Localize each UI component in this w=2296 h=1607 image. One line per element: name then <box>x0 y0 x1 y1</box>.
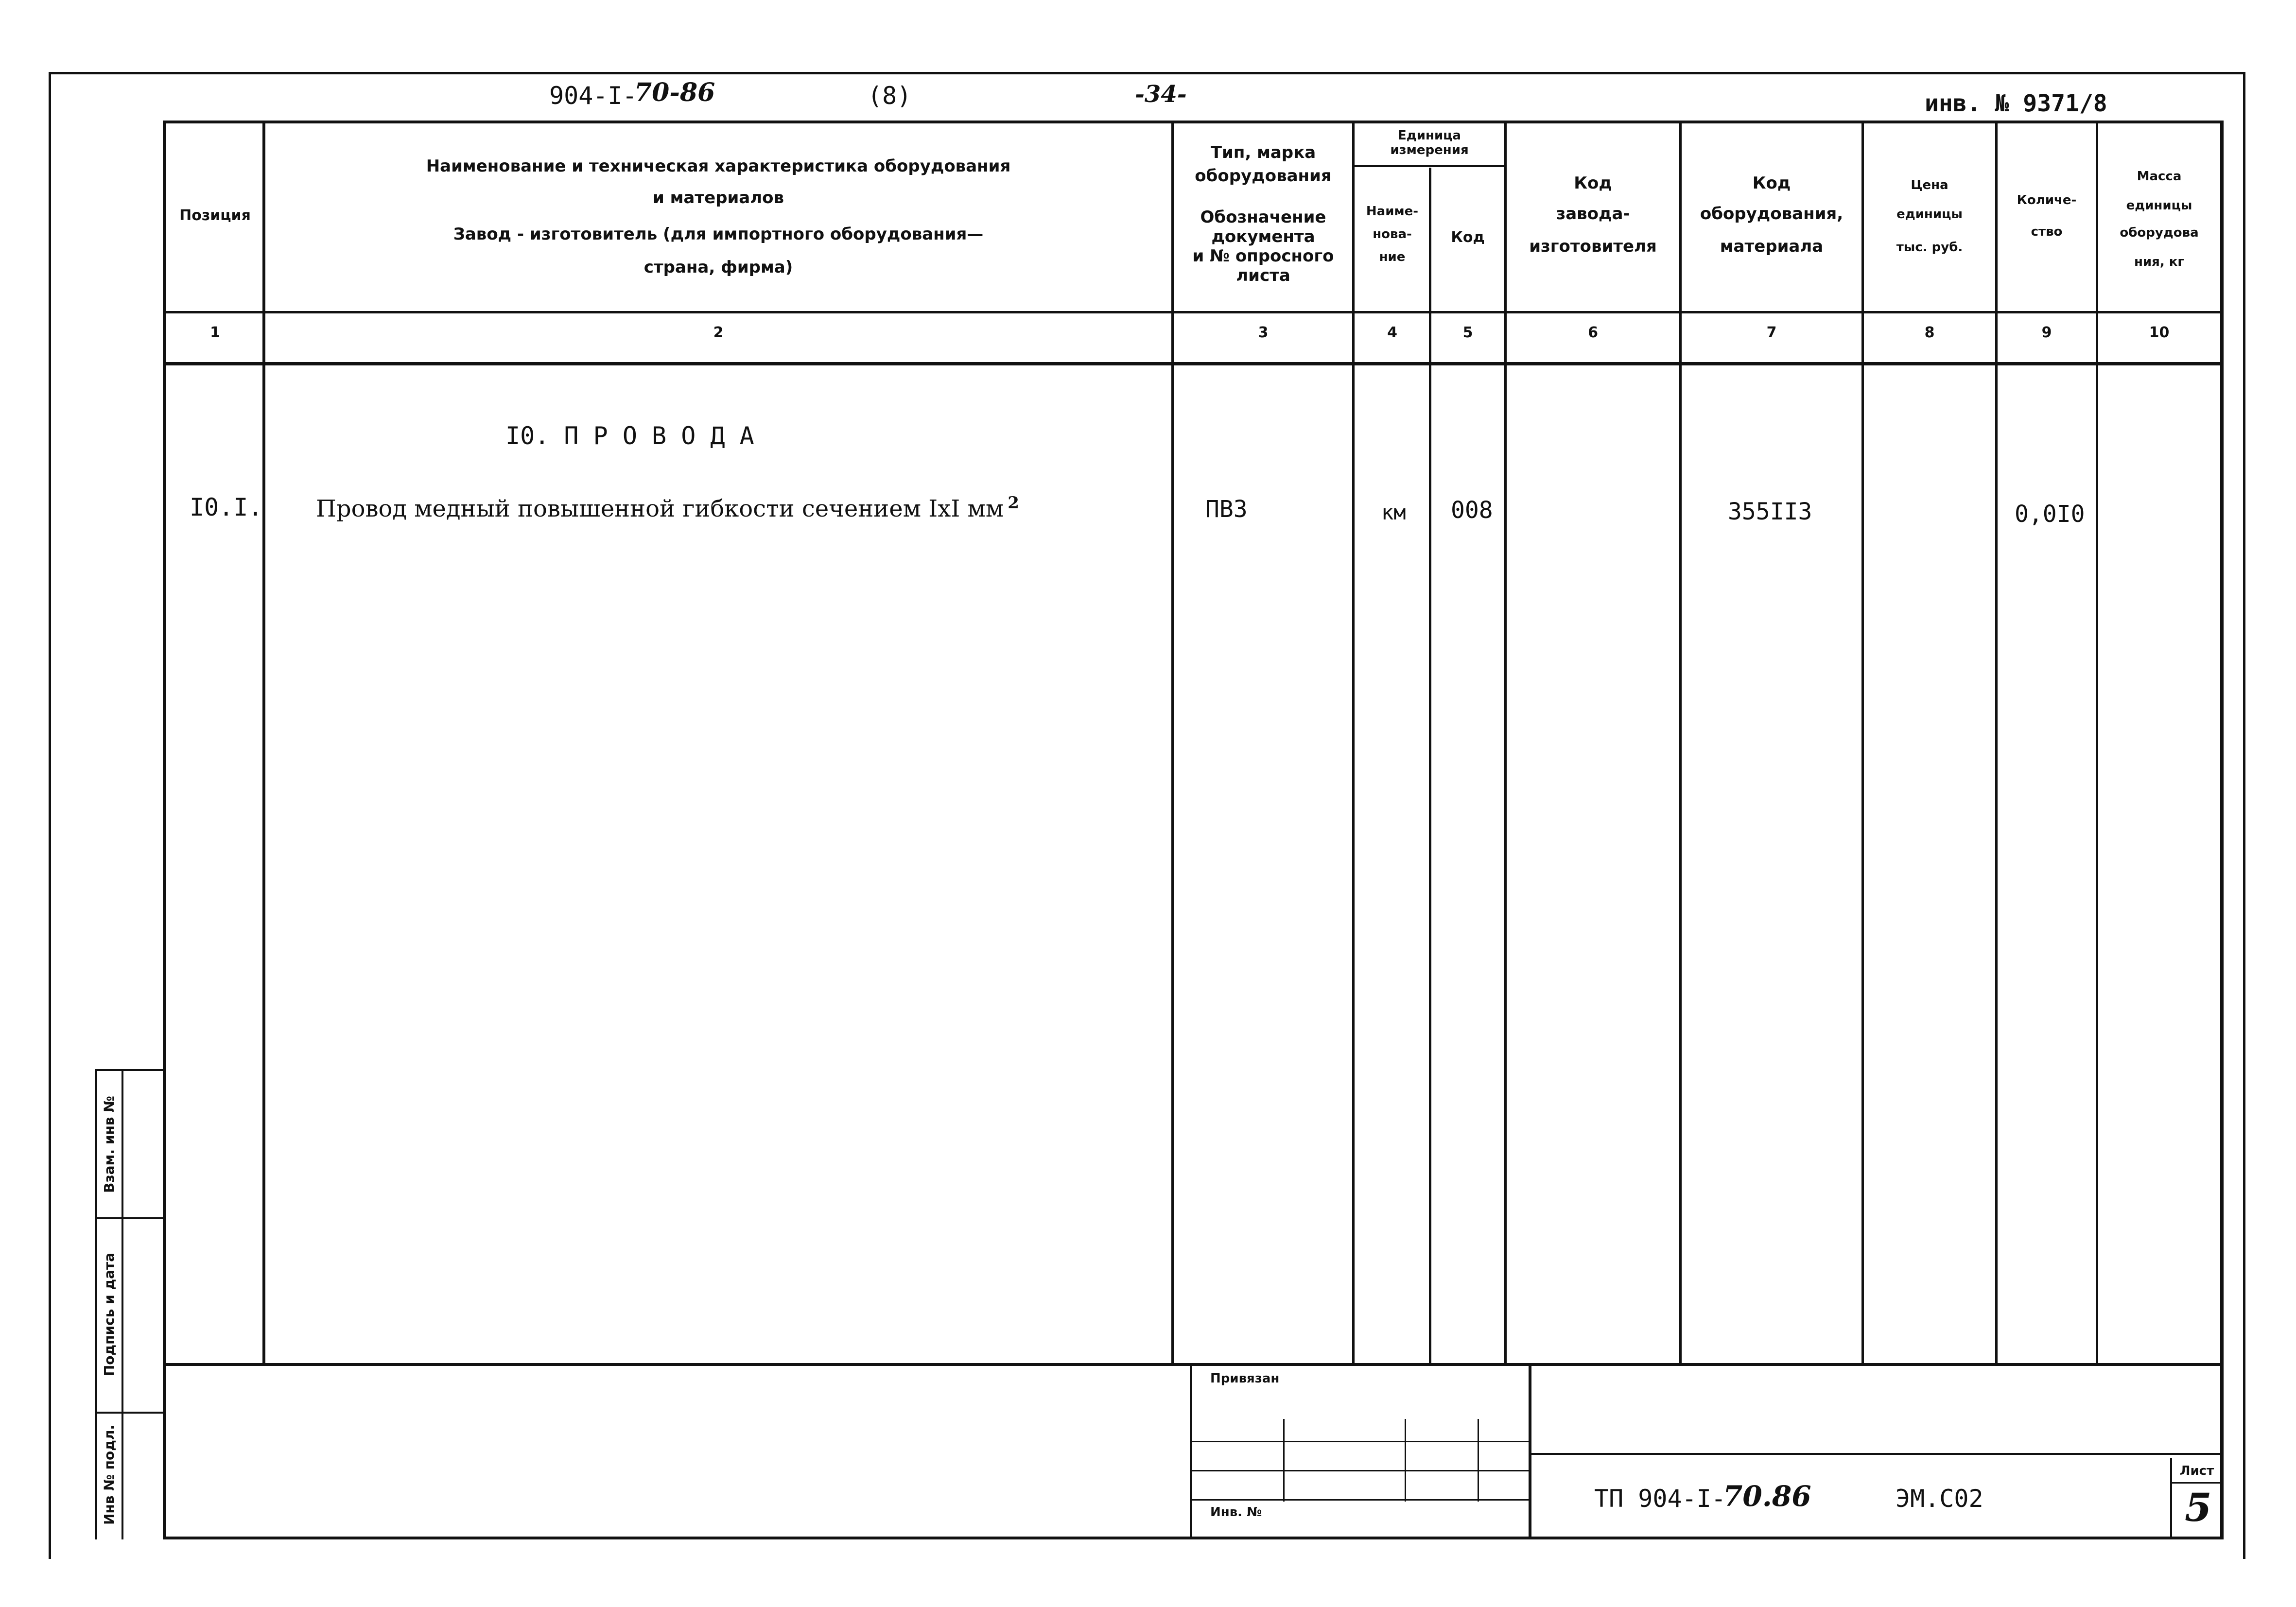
col-line-2 <box>1171 121 1174 1363</box>
stamp-top-line <box>165 1363 2221 1366</box>
header-unit-name-line2: нова- <box>1373 227 1412 242</box>
row-type: ПВ3 <box>1205 496 1248 523</box>
col-line-3 <box>1352 121 1355 1363</box>
col-line-8 <box>1995 121 1998 1363</box>
side-label-replacement-inv: Взам. инв № <box>101 1096 117 1193</box>
header-name-line3: Завод - изготовитель (для импортного оборудования— <box>453 225 984 244</box>
stamp-right-hline <box>1530 1453 2223 1455</box>
header-name-line2: и материалов <box>652 188 784 207</box>
header-mass-line3: оборудова <box>2120 225 2199 240</box>
header-quantity-line2: ство <box>2031 225 2063 239</box>
side-label-original-inv: Инв № подл. <box>101 1424 117 1525</box>
header-type-line2: оборудования <box>1195 166 1332 186</box>
sheet-box-hline <box>2171 1482 2222 1484</box>
col-line-7 <box>1861 121 1864 1363</box>
colnum-1: 1 <box>210 324 220 341</box>
col-line-5 <box>1504 121 1507 1363</box>
header-mass-line2: единицы <box>2126 198 2192 213</box>
row-name <box>316 493 1019 522</box>
row-quantity: 0,0I0 <box>2015 501 2085 528</box>
header-price-line3: тыс. руб. <box>1896 240 1963 255</box>
header-type-line1: Тип, марка <box>1210 143 1316 162</box>
header-material-code-line2: оборудования, <box>1700 204 1844 224</box>
row-unit-code: 008 <box>1451 497 1493 524</box>
header-quantity-line1: Количе- <box>2017 193 2077 207</box>
doc-number-prefix: 904-I- <box>549 82 637 110</box>
colnum-2: 2 <box>713 324 724 341</box>
row-name-text: Провод медный повышенной гибкости сечением IxI мм <box>316 495 1004 522</box>
stamp-inv-label: Инв. № <box>1210 1505 1262 1520</box>
colnum-4: 4 <box>1387 324 1397 341</box>
header-type-line6: листа <box>1236 266 1290 285</box>
header-unit-name-line3: ние <box>1379 250 1406 264</box>
header-price-line2: единицы <box>1896 207 1963 222</box>
page-border-top <box>49 72 2245 74</box>
colnum-3: 3 <box>1258 324 1269 341</box>
stamp-doc-code: ЭМ.С02 <box>1896 1485 1983 1513</box>
side-col-right <box>122 1069 123 1539</box>
col-line-6 <box>1679 121 1682 1363</box>
section-number: (8) <box>868 82 912 110</box>
colnum-9: 9 <box>2041 324 2052 341</box>
section-title: I0. П Р О В О Д А <box>505 422 754 450</box>
colnum-8: 8 <box>1924 324 1935 341</box>
colnum-10: 10 <box>2149 324 2170 341</box>
stamp-attached-label: Привязан <box>1210 1371 1280 1386</box>
row-material-code: 355II3 <box>1728 498 1812 525</box>
page-number: -34- <box>1135 81 1187 108</box>
header-name-line1: Наименование и техническая характеристика оборудования <box>426 156 1011 176</box>
col-line-9 <box>2096 121 2098 1363</box>
header-unit-code: Код <box>1451 229 1485 246</box>
row-unit-name: км <box>1381 501 1406 524</box>
header-factory-code-line3: изготовителя <box>1529 237 1657 256</box>
row-name-superscript: 2 <box>1008 493 1019 513</box>
header-price-line1: Цена <box>1911 178 1948 192</box>
header-name-line4: страна, фирма) <box>644 258 793 277</box>
colnum-5: 5 <box>1462 324 1473 341</box>
doc-number-handwritten: 70-86 <box>634 78 715 107</box>
header-unit-name-line1: Наиме- <box>1366 204 1419 219</box>
colnum-6: 6 <box>1588 324 1598 341</box>
colnum-7: 7 <box>1766 324 1777 341</box>
header-unit-group-line1: Единица <box>1398 128 1461 143</box>
stamp-inner-vline-2 <box>1405 1419 1406 1502</box>
table-bottom-line <box>163 1537 2224 1539</box>
col-line-1 <box>262 121 265 1363</box>
stamp-inner-vline-1 <box>1283 1419 1285 1502</box>
stamp-sheet-number: 5 <box>2185 1485 2212 1530</box>
side-label-signature-date: Подпись и дата <box>101 1252 117 1377</box>
table-left-line <box>163 121 166 1539</box>
header-position: Позиция <box>179 207 251 224</box>
stamp-doc-prefix: ТП 904-I- <box>1594 1485 1726 1513</box>
stamp-mid-divider <box>1529 1363 1531 1538</box>
colnum-divider <box>165 362 2221 365</box>
stamp-left-divider <box>1190 1363 1192 1538</box>
header-factory-code-line1: Код <box>1574 173 1612 193</box>
inventory-number: инв. № 9371/8 <box>1925 90 2107 117</box>
header-type-line5: и № опросного <box>1192 246 1334 266</box>
header-divider <box>165 311 2221 313</box>
header-type-line4: документа <box>1211 227 1315 246</box>
header-mass-line4: ния, кг <box>2134 255 2185 269</box>
page-border-left <box>49 72 51 1559</box>
header-material-code-line1: Код <box>1752 173 1791 193</box>
table-right-line <box>2220 121 2224 1539</box>
header-type-line3: Обозначение <box>1200 207 1326 227</box>
header-factory-code-line2: завода- <box>1556 204 1630 224</box>
row-position: I0.I. <box>190 493 263 521</box>
header-unit-group-line2: измерения <box>1390 143 1469 157</box>
side-col-top <box>95 1069 165 1071</box>
table-top-line <box>163 121 2224 123</box>
stamp-inner-vline-3 <box>1478 1419 1479 1502</box>
sheet-box-left <box>2170 1458 2172 1538</box>
stamp-doc-handwritten: 70.86 <box>1723 1480 1811 1513</box>
header-material-code-line3: материала <box>1720 237 1824 256</box>
header-mass-line1: Масса <box>2137 169 2182 184</box>
unit-group-divider <box>1355 165 1505 167</box>
stamp-sheet-label: Лист <box>2179 1464 2214 1478</box>
page-border-right <box>2243 72 2245 1559</box>
